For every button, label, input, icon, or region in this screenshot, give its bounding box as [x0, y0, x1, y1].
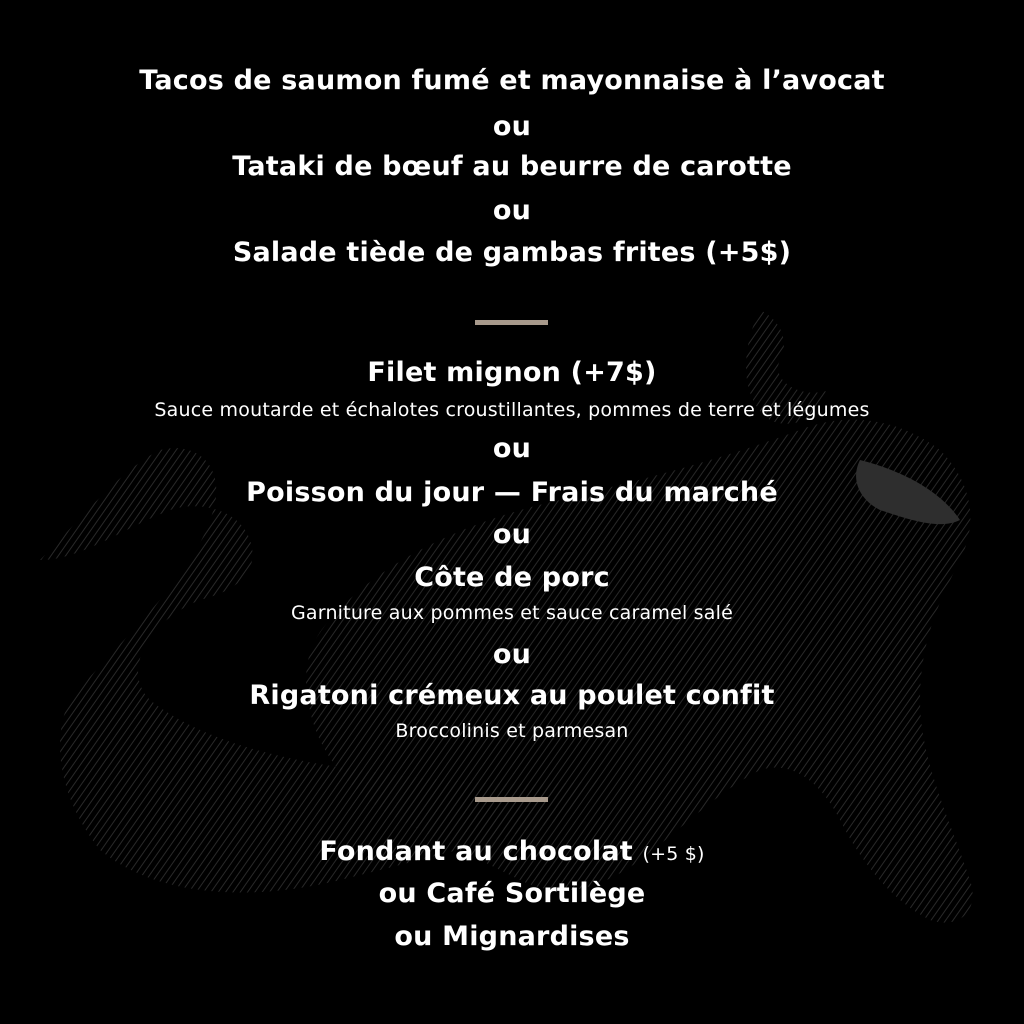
- entree-item-2: Tataki de bœuf au beurre de carotte: [232, 151, 792, 182]
- section-divider: [475, 797, 548, 802]
- dessert-item-1: [0, 835, 1024, 871]
- dessert-item-3: ou Mignardises: [394, 921, 630, 952]
- dessert-item-1-name: Fondant au chocolat: [319, 836, 633, 867]
- main-item-4-description: Broccolinis et parmesan: [395, 720, 629, 742]
- entree-item-1: Tacos de saumon fumé et mayonnaise à l’avocat: [139, 65, 885, 96]
- section-divider: [475, 320, 548, 325]
- or-separator: ou: [492, 639, 532, 670]
- main-item-3: Côte de porc: [414, 562, 610, 593]
- or-separator: ou: [492, 519, 532, 550]
- or-separator: ou: [492, 433, 532, 464]
- dessert-item-2: ou Café Sortilège: [378, 878, 646, 909]
- main-item-1-description: Sauce moutarde et échalotes croustillantes, pommes de terre et légumes: [154, 399, 870, 421]
- entree-item-3: Salade tiède de gambas frites (+5$): [232, 237, 792, 268]
- main-item-1: Filet mignon (+7$): [367, 357, 657, 388]
- or-separator: ou: [492, 195, 532, 226]
- main-item-3-description: Garniture aux pommes et sauce caramel salé: [291, 602, 733, 624]
- dessert-item-1-price: (+5 $): [642, 843, 705, 865]
- or-separator: ou: [492, 111, 532, 142]
- main-item-4: Rigatoni crémeux au poulet confit: [249, 680, 775, 711]
- main-item-2: Poisson du jour — Frais du marché: [246, 477, 778, 508]
